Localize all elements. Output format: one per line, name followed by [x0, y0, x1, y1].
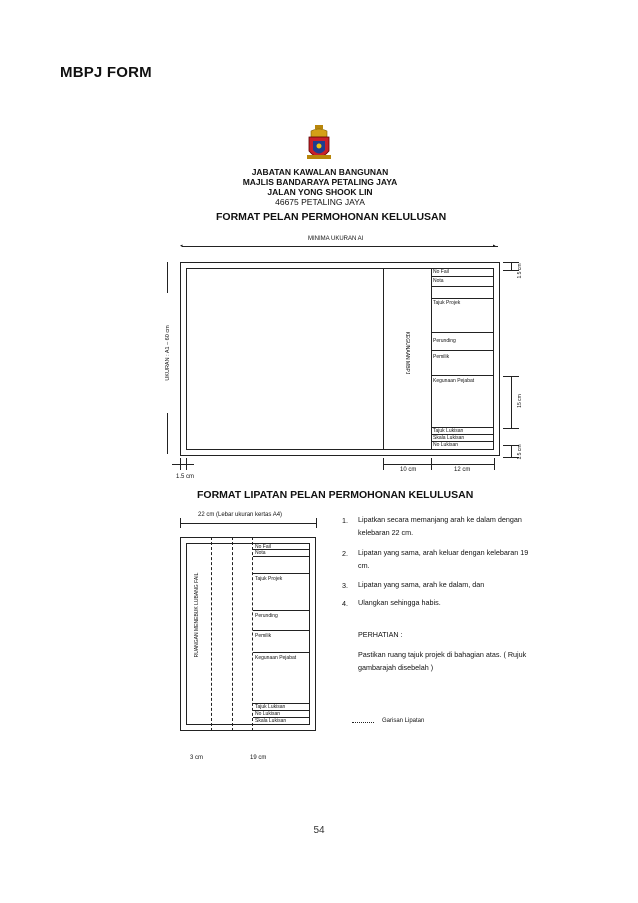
instruction-3-text: Lipatan yang sama, arah ke dalam, dan	[358, 580, 485, 589]
instruction-2-number: 2.	[342, 549, 348, 558]
instruction-2-text: Lipatan yang sama, arah keluar dengan kelebaran 19 cm.	[358, 548, 529, 570]
cell-perunding: Perunding	[433, 338, 456, 344]
fold-cell-perunding: Perunding	[255, 613, 278, 619]
dim-3cm: 3 cm	[190, 755, 204, 761]
note-heading: PERHATIAN :	[358, 630, 403, 639]
dim-bottom-12: 12 cm	[454, 467, 471, 473]
diagram1-title: FORMAT PELAN PERMOHONAN KELULUSAN	[216, 211, 447, 223]
cell-tajuk-projek: Tajuk Projek	[433, 300, 461, 306]
instruction-4-text: Ulangkan sehingga habis.	[358, 598, 441, 607]
header-line-1: JABATAN KAWALAN BANGUNAN	[251, 167, 389, 177]
dim-right-bot: 1.5 cm	[517, 444, 523, 460]
fold-line-legend-swatch	[352, 722, 374, 723]
left-dimension-label: UKURAN : A1 – 60 cm	[165, 293, 171, 413]
dim-right-mid: 15 cm	[517, 394, 523, 408]
fold-cell-pemilik: Pemilik	[255, 633, 272, 639]
dim-bottom-left: 1.5 cm	[176, 474, 195, 480]
fold-cell-no-fail: No Fail	[255, 544, 271, 550]
instruction-1-text: Lipatkan secara memanjang arah ke dalam dengan kelebaran 22 cm.	[358, 515, 522, 537]
title-block-divider	[431, 268, 432, 450]
cell-skala-lukisan: Skala Lukisan	[433, 435, 465, 441]
dim-right-top: 1.5 cm	[517, 263, 523, 279]
cell-tajuk-lukisan: Tajuk Lukisan	[433, 428, 464, 434]
top-dimension-line	[182, 246, 498, 247]
fold-line-2	[232, 537, 233, 731]
kegunaan-mbpj-label: KEGUNAAN MBPJ	[404, 331, 410, 375]
mbpj-crest-icon	[306, 125, 332, 165]
fold-cell-no-lukisan: No Lukisan	[255, 711, 281, 717]
header-line-4: 46675 PETALING JAYA	[275, 197, 365, 207]
fold-line-legend-label: Garisan Lipatan	[382, 718, 425, 724]
dim-bottom-10: 10 cm	[400, 467, 417, 473]
fold-cell-kegunaan-pejabat: Kegunaan Pejabat	[255, 655, 297, 661]
note-text: Pastikan ruang tajuk projek di bahagian atas. ( Rujuk gambarajah disebelah )	[358, 650, 527, 672]
page-number: 54	[313, 825, 325, 836]
instruction-3-number: 3.	[342, 581, 348, 590]
a4-dimension-label: 22 cm (Lebar ukuran kertas A4)	[198, 512, 283, 518]
top-dimension-label: MINIMA UKURAN AI	[305, 236, 366, 242]
header-line-2: MAJLIS BANDARAYA PETALING JAYA	[242, 177, 398, 187]
a4-dimension-line	[180, 523, 316, 524]
cell-nota: Nota	[433, 278, 444, 284]
fold-cell-tajuk-projek: Tajuk Projek	[255, 576, 283, 582]
instruction-4-number: 4.	[342, 599, 348, 608]
strip-divider	[383, 268, 384, 450]
cell-no-fail: No Fail	[433, 269, 449, 275]
dim-19cm: 19 cm	[250, 755, 267, 761]
cell-no-lukisan: No Lukisan	[433, 442, 459, 448]
instruction-1-number: 1.	[342, 516, 348, 525]
cell-pemilik: Pemilik	[433, 354, 450, 360]
fold-cell-tajuk-lukisan: Tajuk Lukisan	[255, 704, 286, 710]
file-punch-area-label: RUANGAN MENEBUK LUBANG FAIL	[194, 572, 200, 658]
fold-cell-skala-lukisan: Skala Lukisan	[255, 718, 287, 724]
header-line-3: JALAN YONG SHOOK LIN	[267, 187, 373, 197]
fold-line-1	[211, 537, 212, 731]
diagram2-title: FORMAT LIPATAN PELAN PERMOHONAN KELULUSAN	[197, 489, 474, 501]
fold-cell-nota: Nota	[255, 550, 266, 556]
page-heading: MBPJ FORM	[60, 64, 152, 81]
fold-line-3	[252, 537, 253, 731]
cell-kegunaan-pejabat: Kegunaan Pejabat	[433, 378, 475, 384]
folded-sheet-inner	[186, 543, 310, 725]
